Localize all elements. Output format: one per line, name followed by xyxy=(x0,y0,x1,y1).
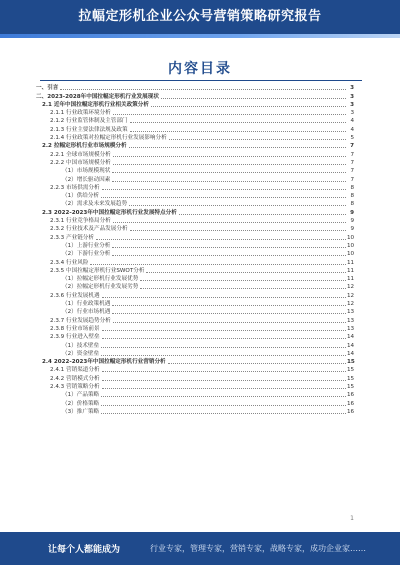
toc-entry-label: （2）行业市场机遇 xyxy=(62,309,111,316)
toc-entry-page: 13 xyxy=(347,325,355,332)
toc-leader-dots xyxy=(113,156,346,157)
toc-entry-page: 14 xyxy=(347,342,355,349)
toc-entry-page: 8 xyxy=(350,184,354,191)
toc-leader-dots xyxy=(102,330,346,331)
toc-entry[interactable] xyxy=(36,283,354,291)
toc-entry-page: 3 xyxy=(350,93,354,100)
toc-leader-dots xyxy=(113,114,346,115)
toc-entry-page: 7 xyxy=(350,176,354,183)
toc-entry-label: 2.3.1 行业竞争格局分析 xyxy=(50,218,111,225)
toc-entry[interactable] xyxy=(36,300,354,308)
toc-entry-label: （1）技术壁垒 xyxy=(62,342,100,349)
toc-entry-page: 9 xyxy=(350,226,354,233)
toc-entry-page: 3 xyxy=(350,101,354,108)
toc-leader-dots xyxy=(161,98,346,99)
toc-entry-label: 2.3.8 行业市场前景 xyxy=(50,325,100,332)
toc-entry[interactable] xyxy=(36,267,354,275)
toc-entry[interactable] xyxy=(36,333,354,341)
toc-entry-page: 4 xyxy=(350,118,354,125)
header-stripe xyxy=(0,34,400,38)
toc-leader-dots xyxy=(101,197,346,198)
toc-entry-label: （2）资金壁垒 xyxy=(62,350,100,357)
toc-entry[interactable] xyxy=(36,175,354,183)
toc-leader-dots xyxy=(113,164,346,165)
toc-entry-page: 16 xyxy=(347,408,355,415)
toc-leader-dots xyxy=(130,122,346,123)
toc-leader-dots xyxy=(179,214,346,215)
toc-entry-page: 14 xyxy=(347,350,355,357)
toc-leader-dots xyxy=(151,106,346,107)
toc-entry[interactable] xyxy=(36,291,354,299)
report-title: 拉幅定形机企业公众号营销策略研究报告 xyxy=(78,9,322,24)
toc-entry-label: 2.3.6 行业发展机遇 xyxy=(50,292,100,299)
toc-entry-page: 3 xyxy=(350,110,354,117)
toc-entry[interactable] xyxy=(36,242,354,250)
toc-entry-label: 2.3.4 行业风险 xyxy=(50,259,89,266)
toc-leader-dots xyxy=(112,255,346,256)
toc-leader-dots xyxy=(129,205,346,206)
toc-entry[interactable] xyxy=(36,134,354,142)
toc-entry-page: 11 xyxy=(347,276,355,283)
toc-entry[interactable] xyxy=(36,92,354,100)
toc-entry[interactable] xyxy=(36,366,354,374)
toc-entry-label: （1）供给分析 xyxy=(62,193,100,200)
toc-entry[interactable] xyxy=(36,358,354,366)
toc-leader-dots xyxy=(101,396,346,397)
toc-entry-label: 2.4.3 营销策略分析 xyxy=(50,383,100,390)
table-of-contents xyxy=(36,84,354,416)
toc-entry-page: 10 xyxy=(347,251,355,258)
toc-entry-page: 11 xyxy=(347,267,355,274)
toc-entry-label: 2.3.2 行业技术及产品发展分析 xyxy=(50,226,128,233)
toc-entry-label: 2.3.7 行业发展趋势分析 xyxy=(50,317,111,324)
toc-leader-dots xyxy=(130,131,346,132)
toc-entry-page: 15 xyxy=(347,367,355,374)
toc-entry-page: 13 xyxy=(347,309,355,316)
toc-leader-dots xyxy=(168,363,346,364)
toc-entry[interactable] xyxy=(36,225,354,233)
toc-leader-dots xyxy=(102,338,346,339)
toc-leader-dots xyxy=(90,264,346,265)
toc-entry-label: 2.2.3 市场供需分析 xyxy=(50,184,100,191)
toc-entry-label: 2.1 近年中国拉幅定形机行业相关政策分析 xyxy=(42,101,149,108)
toc-entry-label: （3）推广策略 xyxy=(62,408,100,415)
toc-entry-label: （2）下游行业分析 xyxy=(62,251,111,258)
toc-entry[interactable] xyxy=(36,184,354,192)
footer-slogan: 让每个人都能成为 xyxy=(48,545,121,555)
toc-entry-page: 13 xyxy=(347,317,355,324)
toc-leader-dots xyxy=(102,297,346,298)
toc-entry[interactable] xyxy=(36,159,354,167)
toc-entry-label: 2.1.1 行业政策环境分析 xyxy=(50,110,111,117)
toc-entry-page: 9 xyxy=(350,218,354,225)
toc-entry-page: 10 xyxy=(347,242,355,249)
toc-leader-dots xyxy=(112,181,346,182)
toc-entry-page: 14 xyxy=(347,334,355,341)
toc-entry-page: 16 xyxy=(347,400,355,407)
toc-leader-dots xyxy=(102,371,346,372)
toc-entry[interactable] xyxy=(36,200,354,208)
toc-entry-label: 二、2023-2028年中国拉幅定形机行业发展现状 xyxy=(36,93,159,100)
toc-entry[interactable] xyxy=(36,308,354,316)
toc-entry-label: （2）价格策略 xyxy=(62,400,100,407)
toc-entry-page: 7 xyxy=(350,168,354,175)
toc-entry-label: 2.2.1 全球市场规模分析 xyxy=(50,151,111,158)
toc-entry-label: 2.4.1 营销渠道分析 xyxy=(50,367,100,374)
toc-entry[interactable] xyxy=(36,341,354,349)
toc-entry[interactable] xyxy=(36,391,354,399)
toc-entry[interactable] xyxy=(36,408,354,416)
toc-entry-label: 2.3.3 产业链分析 xyxy=(50,234,94,241)
toc-entry-page: 3 xyxy=(350,85,354,92)
toc-entry[interactable] xyxy=(36,167,354,175)
toc-entry-label: （1）市场规模现状 xyxy=(62,168,111,175)
toc-entry-page: 15 xyxy=(347,359,355,366)
toc-entry-label: 一、引言 xyxy=(36,85,59,92)
toc-leader-dots xyxy=(60,89,346,90)
toc-leader-dots xyxy=(113,222,346,223)
report-header xyxy=(0,0,400,34)
toc-entry[interactable] xyxy=(36,125,354,133)
toc-entry[interactable] xyxy=(36,192,354,200)
toc-leader-dots xyxy=(112,313,346,314)
toc-entry[interactable] xyxy=(36,109,354,117)
toc-entry-label: （1）上游行业分析 xyxy=(62,242,111,249)
page-number: 1 xyxy=(350,515,354,522)
toc-leader-dots xyxy=(146,272,346,273)
toc-leader-dots xyxy=(112,305,346,306)
toc-entry[interactable] xyxy=(36,250,354,258)
toc-entry[interactable] xyxy=(36,217,354,225)
toc-leader-dots xyxy=(112,247,346,248)
toc-entry-page: 12 xyxy=(347,284,355,291)
footer-tagline: 行业专家，管理专家，营销专家，战略专家，成功企业家…… xyxy=(150,544,367,553)
toc-leader-dots xyxy=(101,413,346,414)
toc-entry-label: 2.3 2022-2023年中国拉幅定形机行业发展特点分析 xyxy=(42,209,177,216)
toc-entry-label: （2）需求及未来发展趋势 xyxy=(62,201,128,208)
toc-divider xyxy=(40,80,362,81)
toc-entry-page: 15 xyxy=(347,383,355,390)
toc-leader-dots xyxy=(96,239,346,240)
toc-leader-dots xyxy=(130,230,346,231)
toc-entry[interactable] xyxy=(36,208,354,216)
toc-entry[interactable] xyxy=(36,374,354,382)
toc-entry-page: 7 xyxy=(350,151,354,158)
toc-entry[interactable] xyxy=(36,275,354,283)
toc-entry-page: 4 xyxy=(350,126,354,133)
toc-entry-page: 12 xyxy=(347,301,355,308)
toc-entry[interactable] xyxy=(36,325,354,333)
toc-entry[interactable] xyxy=(36,84,354,92)
toc-entry-label: 2.1.2 行业监管体制及主管部门 xyxy=(50,118,128,125)
toc-entry-page: 9 xyxy=(350,209,354,216)
toc-leader-dots xyxy=(140,288,346,289)
toc-entry-label: （1）行业政策机遇 xyxy=(62,301,111,308)
toc-entry-label: 2.1.3 行业主要法律法规及政策 xyxy=(50,126,128,133)
toc-entry-page: 7 xyxy=(350,143,354,150)
toc-leader-dots xyxy=(102,388,346,389)
toc-entry-label: 2.3.9 行业进入壁垒 xyxy=(50,334,100,341)
toc-leader-dots xyxy=(101,405,346,406)
toc-leader-dots xyxy=(169,139,346,140)
toc-entry-label: 2.4.2 营销模式分析 xyxy=(50,375,100,382)
toc-entry[interactable] xyxy=(36,101,354,109)
toc-entry[interactable] xyxy=(36,142,354,150)
toc-leader-dots xyxy=(102,380,346,381)
toc-entry[interactable] xyxy=(36,350,354,358)
toc-entry-label: （1）拉幅定形机行业发展优势 xyxy=(62,276,139,283)
toc-entry[interactable] xyxy=(36,233,354,241)
toc-leader-dots xyxy=(112,172,346,173)
toc-entry-label: （2）拉幅定形机行业发展劣势 xyxy=(62,284,139,291)
toc-entry-label: 2.3.5 中国拉幅定形机行业SWOT分析 xyxy=(50,267,145,274)
toc-entry-label: 2.2 拉幅定形机行业市场规模分析 xyxy=(42,143,127,150)
toc-entry-label: （2）增长驱动因素 xyxy=(62,176,111,183)
toc-entry-page: 12 xyxy=(347,292,355,299)
toc-entry-page: 8 xyxy=(350,201,354,208)
toc-leader-dots xyxy=(113,322,346,323)
toc-entry[interactable] xyxy=(36,258,354,266)
toc-leader-dots xyxy=(101,347,346,348)
toc-entry-label: 2.1.4 行业政策对拉幅定形机行业发展影响分析 xyxy=(50,135,167,142)
toc-entry-page: 16 xyxy=(347,392,355,399)
toc-title: 内容目录 xyxy=(168,61,232,77)
toc-entry-label: 2.4 2022-2023年中国拉幅定形机行业营销分析 xyxy=(42,359,166,366)
toc-entry-page: 8 xyxy=(350,193,354,200)
toc-leader-dots xyxy=(101,355,346,356)
toc-entry[interactable] xyxy=(36,150,354,158)
footer-banner xyxy=(0,532,400,565)
toc-entry-label: 2.2.2 中国市场规模分析 xyxy=(50,159,111,166)
toc-entry[interactable] xyxy=(36,399,354,407)
toc-entry-page: 7 xyxy=(350,159,354,166)
toc-entry-page: 10 xyxy=(347,234,355,241)
toc-entry[interactable] xyxy=(36,383,354,391)
toc-entry-page: 15 xyxy=(347,375,355,382)
toc-entry-page: 11 xyxy=(347,259,355,266)
toc-entry[interactable] xyxy=(36,316,354,324)
toc-leader-dots xyxy=(102,189,346,190)
toc-entry[interactable] xyxy=(36,117,354,125)
toc-leader-dots xyxy=(140,280,346,281)
toc-entry-label: （1）产品策略 xyxy=(62,392,100,399)
toc-entry-page: 5 xyxy=(350,135,354,142)
toc-leader-dots xyxy=(129,147,346,148)
